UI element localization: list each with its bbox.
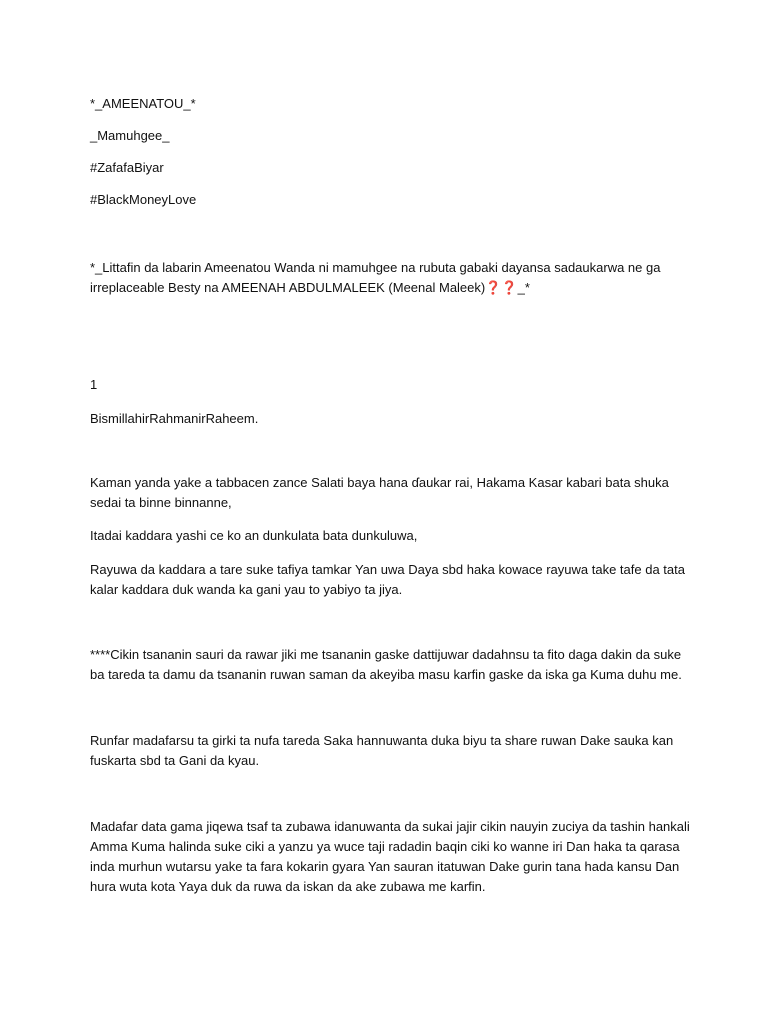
body-paragraph: Rayuwa da kaddara a tare suke tafiya tamkar Yan uwa Daya sbd haka kowace rayuwa take tafe da tata kalar kaddara duk wanda ka gani yau to yabiyo ta jiya. — [90, 562, 685, 597]
body-paragraph: Madafar data gama jiqewa tsaf ta zubawa idanuwanta da sukai jajir cikin nauyin zuciya da tashin hankali Amma Kuma halinda suke ciki a yanzu ya wuce taji radadin baqin ciki ko wanne iri Dan haka ta qarasa inda murhun wutarsu yake ta fara kokarin gyara Yan sauran itatuwan Dake gurin tana hada kansu Dan hura wuta kota Yaya duk da ruwa da iskan da ake zubawa me karfin. — [90, 819, 690, 894]
dedication-paragraph: *_Littafin da labarin Ameenatou Wanda ni mamuhgee na rubuta gabaki dayansa sadaukarwa ne ga irreplaceable Besty na AMEENAH ABDULMALEEK (Meenal Maleek)❓❓_* — [90, 260, 661, 295]
bismillah-line: BismillahirRahmanirRaheem. — [90, 411, 259, 426]
hashtag-zafafa-biyar: #ZafafaBiyar — [90, 160, 164, 175]
body-paragraph: Runfar madafarsu ta girki ta nufa tareda Saka hannuwanta duka biyu ta share ruwan Dake sauka kan fuskarta sbd ta Gani da kyau. — [90, 733, 674, 768]
body-paragraph: Kaman yanda yake a tabbacen zance Salati baya hana ɗaukar rai, Hakama Kasar kabari bata shuka sedai ta binne binnanne, — [90, 475, 669, 510]
body-paragraph: Itadai kaddara yashi ce ko an dunkulata bata dunkuluwa, — [90, 528, 418, 543]
author-tag-heading: *_AMEENATOU_* — [90, 96, 196, 111]
body-paragraph: ****Cikin tsananin sauri da rawar jiki me tsananin gaske dattijuwar dadahnsu ta fito daga dakin da suke ba tareda ta damu da tsananin ruwan saman da akeyiba masu karfin gaske da iska ga Kuma duhu me. — [90, 647, 682, 682]
hashtag-black-money-love: #BlackMoneyLove — [90, 192, 197, 207]
author-handle: _Mamuhgee_ — [90, 128, 170, 143]
chapter-number: 1 — [90, 377, 98, 392]
